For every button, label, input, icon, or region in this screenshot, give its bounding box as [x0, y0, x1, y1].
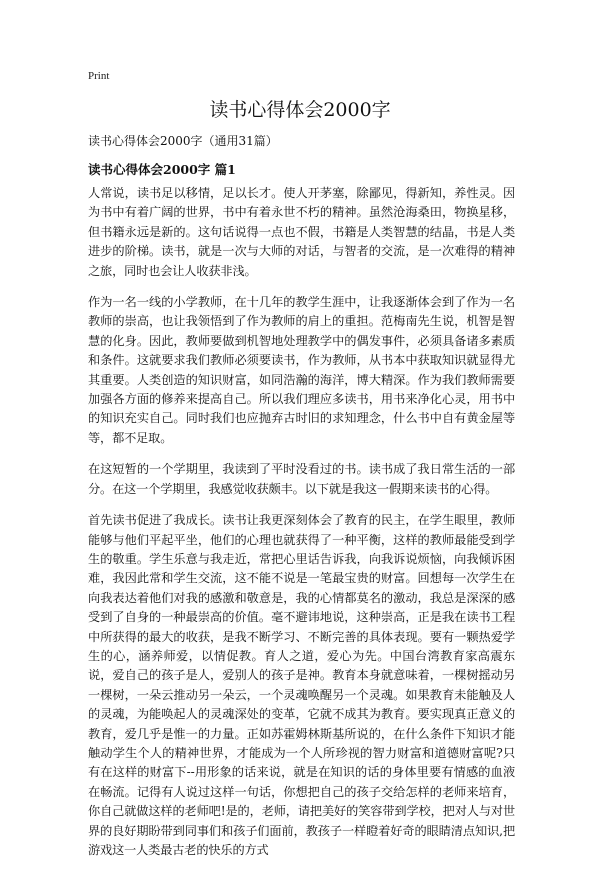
document-subtitle: 读书心得体会2000字（通用31篇）: [88, 134, 278, 148]
document-body: [88, 184, 515, 872]
paragraph: 在这短暂的一个学期里，我读到了平时没看过的书。读书成了我日常生活的一部分。在这一个学期里，我感觉收获颇丰。以下就是我这一假期来读书的心得。: [88, 462, 515, 496]
section-heading: 读书心得体会2000字 篇1: [88, 162, 236, 177]
document-title: 读书心得体会2000字: [209, 99, 391, 121]
paragraph: 人常说，读书足以移情，足以长才。使人开茅塞，除鄙见，得新知，养性灵。因为书中有着广阔的世界，书中有着永世不朽的精神。虽然沧海桑田，物换星移，但书籍永远是新的。这句话说得一点也不假，书籍是人类智慧的结晶，书是人类进步的阶梯。读书，就是一次与大师的对话，与智者的交流，是一次难得的精神之旅，同时也会让人收获非浅。: [88, 186, 515, 278]
paragraph: 首先读书促进了我成长。读书让我更深刻体会了教育的民主，在学生眼里，教师能够与他们平起平坐，他们的心理也就获得了一种平衡，这样的教师最能受到学生的敬重。学生乐意与我走近，常把心里话告诉我，向我诉说烦恼，向我倾诉困难，我因此常和学生交流，这不能不说是一笔最宝贵的财富。回想每一次学生在向我表达着他们对我的感激和敬意是，我的心情都莫名的激动，我总是深深的感受到了自身的一种最崇高的价值。毫不避讳地说，这种崇高，正是我在读书工程中所获得的最大的收获，是我不断学习、不断完善的具体表现。要有一颗热爱学生的心，涵养师爱，以情促教。育人之道，爱心为先。中国台湾教育家高震东说，爱自己的孩子是人，爱别人的孩子是神。教育本身就意味着，一棵树摇动另一棵树，一朵云推动另一朵云，一个灵魂唤醒另一个灵魂。如果教育未能触及人的灵魂，为能唤起人的灵魂深处的变革，它就不成其为教育。要实现真正意义的教育，爱几乎是惟一的力量。正如苏霍姆林斯基所说的，在什么条件下知识才能触动学生个人的精神世界，才能成为一个人所珍视的智力财富和道德财富呢?只有在这样的财富下--用形象的话来说，就是在知识的话的身体里要有情感的血液在畅流。记得有人说过这样一句话，你想把自己的孩子交给怎样的老师来培育，你自己就做这样的老师吧!是的，老师，请把美好的笑容带到学校，把对人与对世界的良好期盼带到同事们和孩子们面前，教孩子一样瞪着好奇的眼睛清点知识,把游戏这一人类最古老的快乐的方式: [88, 513, 515, 857]
print-label: Print: [88, 70, 110, 82]
paragraph: 作为一名一线的小学教师，在十几年的教学生涯中，让我逐渐体会到了作为一名教师的崇高，也让我领悟到了作为教师的肩上的重担。范梅南先生说，机智是智慧的化身。因此，教师要做到机智地处理教学中的偶发事件，必须具备诸多素质和条件。这就要求我们教师必须要读书，作为教师，从书本中获取知识就显得尤其重要。人类创造的知识财富，如同浩瀚的海洋，博大精深。作为我们教师需要加强各方面的修养来提高自己。所以我们理应多读书，用书来净化心灵，用书中的知识充实自己。同时我们也应抛弃古时旧的求知理念，什么书中自有黄金屋等等，都不足取。: [88, 295, 515, 445]
